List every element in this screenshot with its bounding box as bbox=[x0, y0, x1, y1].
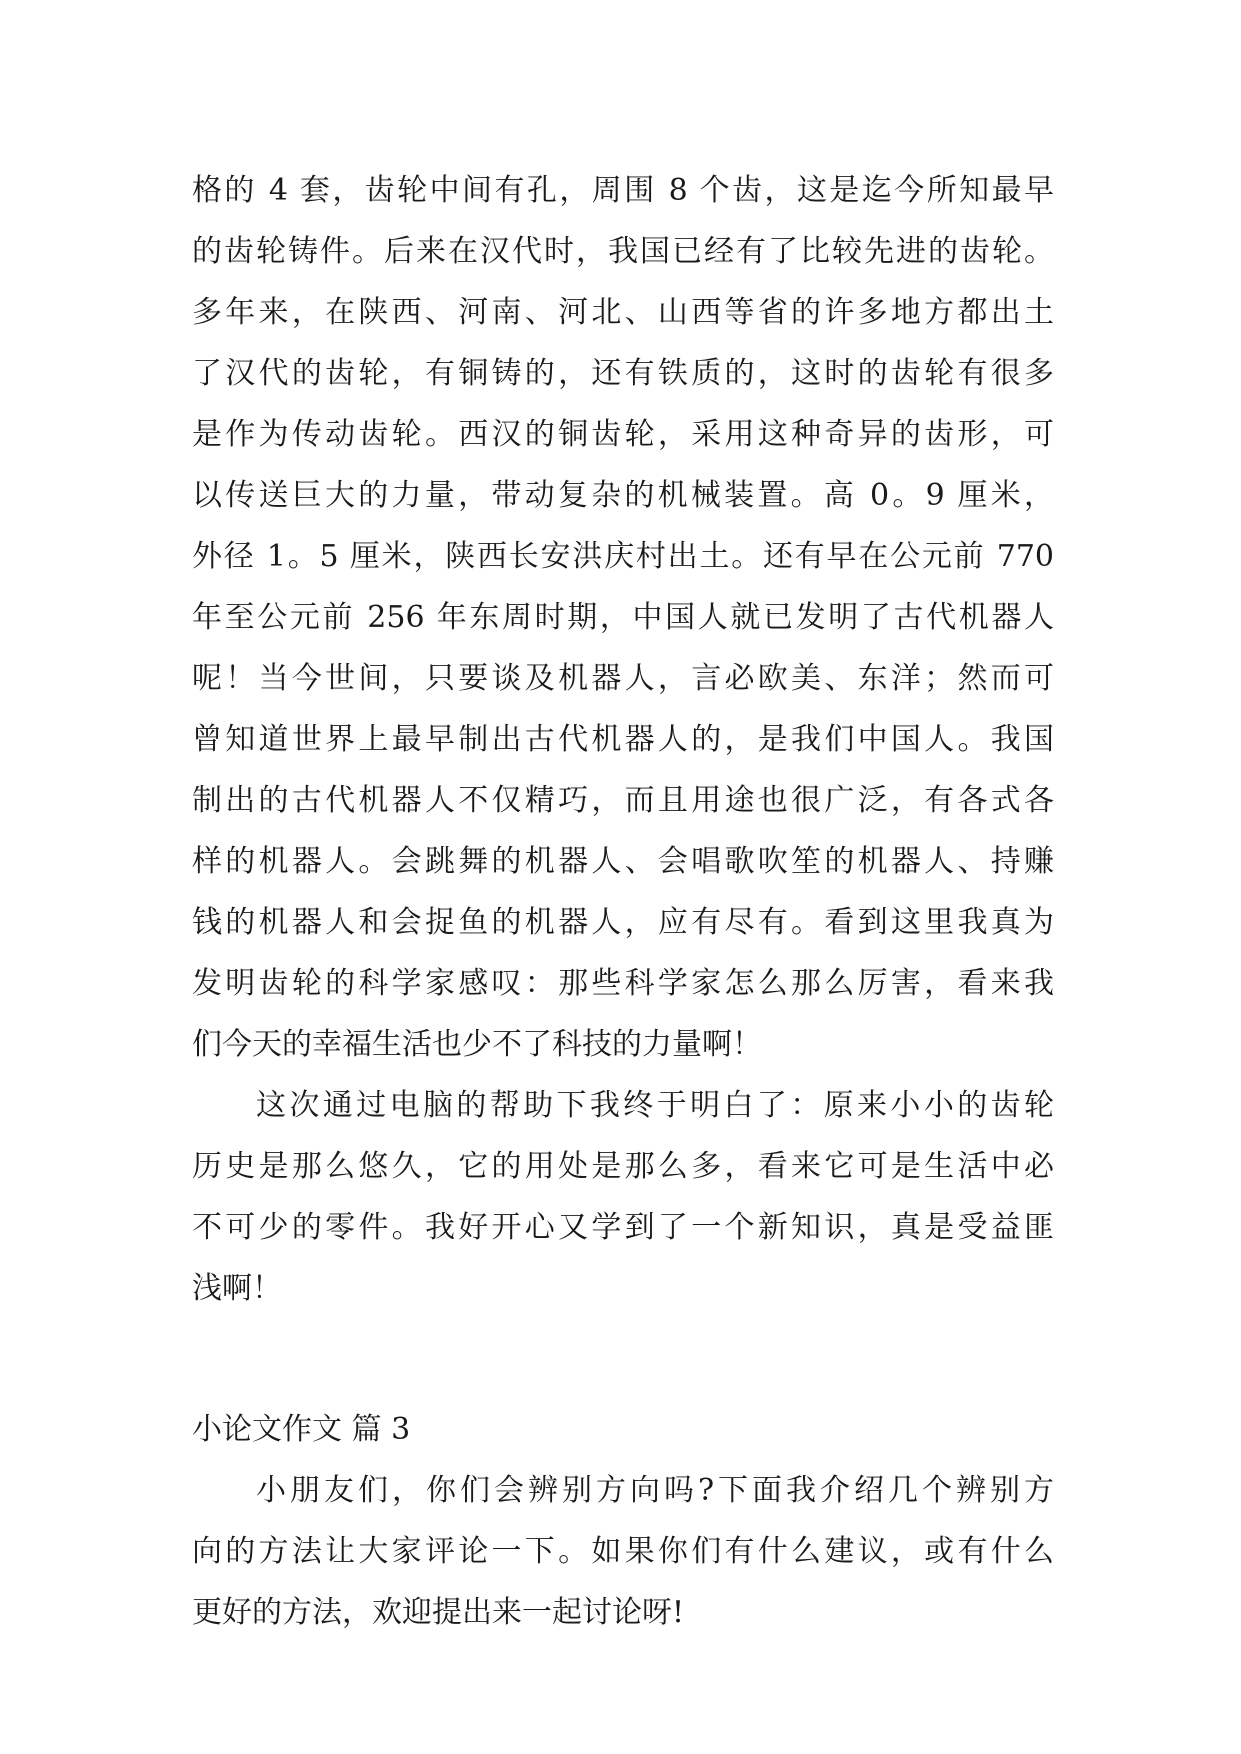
text-line: 外径 1。5 厘米，陕西长安洪庆村出土。还有早在公元前 770 bbox=[192, 539, 1054, 574]
paragraph-gear-history bbox=[192, 160, 1054, 1075]
text-line: 这次通过电脑的帮助下我终于明白了：原来小小的齿轮 bbox=[256, 1088, 1054, 1123]
text-line: 不可少的零件。我好开心又学到了一个新知识，真是受益匪 bbox=[192, 1210, 1054, 1245]
document-page bbox=[192, 160, 1054, 1643]
text-line: 多年来，在陕西、河南、河北、山西等省的许多地方都出土 bbox=[192, 295, 1054, 330]
text-line: 曾知道世界上最早制出古代机器人的，是我们中国人。我国 bbox=[192, 722, 1054, 757]
text-line: 年至公元前 256 年东周时期，中国人就已发明了古代机器人 bbox=[192, 600, 1054, 635]
text-line: 们今天的幸福生活也少不了科技的力量啊！ bbox=[192, 1027, 762, 1062]
text-line: 更好的方法，欢迎提出来一起讨论呀! bbox=[192, 1595, 685, 1630]
paragraph-conclusion bbox=[192, 1075, 1054, 1319]
section-heading: 小论文作文 篇 3 bbox=[192, 1412, 411, 1447]
text-line: 格的 4 套，齿轮中间有孔，周围 8 个齿，这是迄今所知最早 bbox=[192, 173, 1054, 208]
text-line: 的齿轮铸件。后来在汉代时，我国已经有了比较先进的齿轮。 bbox=[192, 234, 1054, 269]
text-line: 向的方法让大家评论一下。如果你们有什么建议，或有什么 bbox=[192, 1534, 1054, 1569]
section-spacer bbox=[192, 1319, 1054, 1399]
text-line: 小朋友们，你们会辨别方向吗?下面我介绍几个辨别方 bbox=[256, 1473, 1054, 1508]
text-line: 钱的机器人和会捉鱼的机器人，应有尽有。看到这里我真为 bbox=[192, 905, 1054, 940]
text-line: 浅啊！ bbox=[192, 1271, 282, 1306]
paragraph-directions-intro bbox=[192, 1460, 1054, 1643]
text-line: 历史是那么悠久，它的用处是那么多，看来它可是生活中必 bbox=[192, 1149, 1054, 1184]
text-line: 发明齿轮的科学家感叹：那些科学家怎么那么厉害，看来我 bbox=[192, 966, 1054, 1001]
text-line: 是作为传动齿轮。西汉的铜齿轮，采用这种奇异的齿形，可 bbox=[192, 417, 1054, 452]
text-line: 制出的古代机器人不仅精巧，而且用途也很广泛，有各式各 bbox=[192, 783, 1054, 818]
text-line: 呢！当今世间，只要谈及机器人，言必欧美、东洋；然而可 bbox=[192, 661, 1054, 696]
text-line: 以传送巨大的力量，带动复杂的机械装置。高 0。9 厘米， bbox=[192, 478, 1054, 513]
text-line: 样的机器人。会跳舞的机器人、会唱歌吹笙的机器人、持赚 bbox=[192, 844, 1054, 879]
text-line: 了汉代的齿轮，有铜铸的，还有铁质的，这时的齿轮有很多 bbox=[192, 356, 1054, 391]
